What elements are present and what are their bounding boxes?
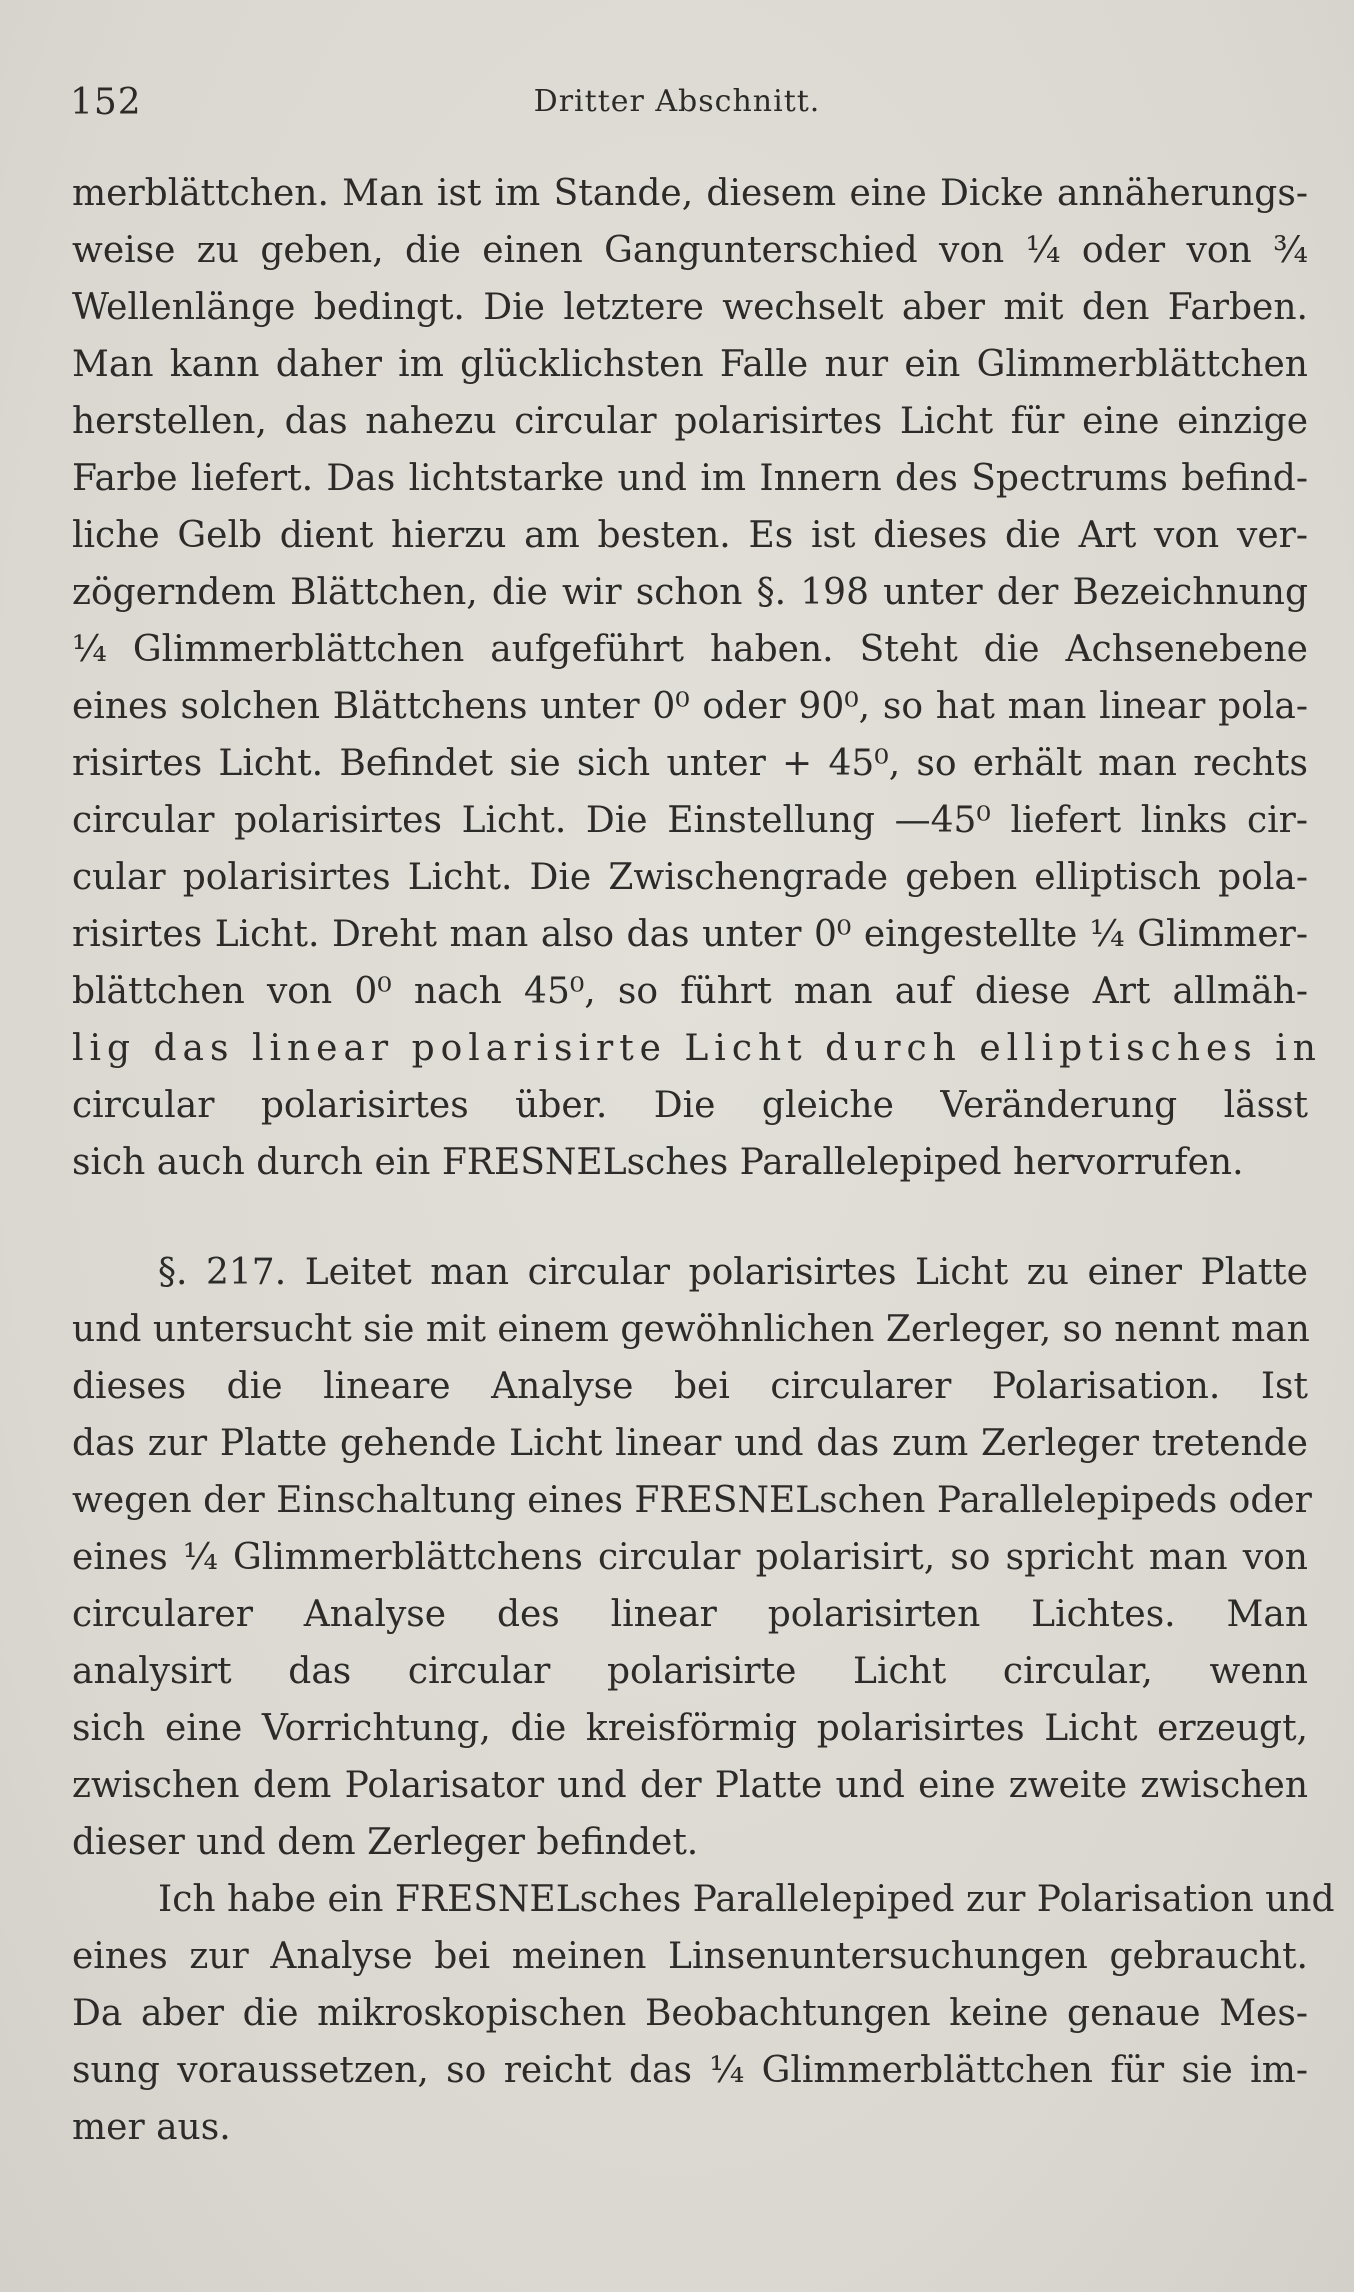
text-line: liche Gelb dient hierzu am besten. Es ist dieses die Art von ver- xyxy=(72,515,1308,556)
text-line: circular polarisirtes über. Die gleiche Veränderung lässt xyxy=(72,1085,1308,1126)
text-line: sich auch durch ein FRESNELsches Parallelepiped hervorrufen. xyxy=(72,1142,1244,1183)
text-line: analysirt das circular polarisirte Licht circular, wenn xyxy=(72,1651,1308,1692)
text-line: circular polarisirtes Licht. Die Einstellung —45⁰ liefert links cir- xyxy=(72,800,1308,841)
text-line: zögerndem Blättchen, die wir schon §. 198 unter der Bezeichnung xyxy=(72,572,1308,613)
body-text xyxy=(72,165,1335,2156)
text-line: Farbe liefert. Das lichtstarke und im Innern des Spectrums befind- xyxy=(72,458,1308,499)
paragraph-gap xyxy=(72,1191,1308,1244)
text-line: §. 217. Leitet man circular polarisirtes Licht zu einer Platte xyxy=(158,1252,1308,1293)
text-line: sung voraussetzen, so reicht das ¼ Glimmerblättchen für sie im- xyxy=(72,2050,1308,2091)
text-line: Ich habe ein FRESNELsches Parallelepiped zur Polarisation und xyxy=(158,1879,1335,1920)
text-line: eines ¼ Glimmerblättchens circular polarisirt, so spricht man von xyxy=(72,1537,1308,1578)
text-line: mer aus. xyxy=(72,2107,231,2148)
page-header xyxy=(0,82,1354,142)
text-line: wegen der Einschaltung eines FRESNELschen Parallelepipeds oder xyxy=(72,1480,1312,1521)
text-line: dieser und dem Zerleger befindet. xyxy=(72,1822,699,1863)
text-line: risirtes Licht. Befindet sie sich unter + 45⁰, so erhält man rechts xyxy=(72,743,1308,784)
text-line: zwischen dem Polarisator und der Platte und eine zweite zwischen xyxy=(72,1765,1308,1806)
text-line: weise zu geben, die einen Gangunterschied von ¼ oder von ¾ xyxy=(72,230,1308,271)
text-line: lig das linear polarisirte Licht durch elliptisches in xyxy=(72,1028,1322,1069)
text-line: merblättchen. Man ist im Stande, diesem eine Dicke annäherungs- xyxy=(72,173,1308,214)
text-line: Man kann daher im glücklichsten Falle nur ein Glimmerblättchen xyxy=(72,344,1308,385)
text-line: eines solchen Blättchens unter 0⁰ oder 90⁰, so hat man linear pola- xyxy=(72,686,1308,727)
paragraph-3 xyxy=(72,1871,1335,2156)
text-line: Da aber die mikroskopischen Beobachtungen keine genaue Mes- xyxy=(72,1993,1308,2034)
paragraph-1 xyxy=(72,165,1322,1191)
running-title: Dritter Abschnitt. xyxy=(533,84,821,119)
text-line: ¼ Glimmerblättchen aufgeführt haben. Steht die Achsenebene xyxy=(72,629,1308,670)
text-line: das zur Platte gehende Licht linear und das zum Zerleger tretende xyxy=(72,1423,1308,1464)
paragraph-2 xyxy=(72,1244,1312,1871)
page-number: 152 xyxy=(70,82,142,123)
text-line: circularer Analyse des linear polarisirten Lichtes. Man xyxy=(72,1594,1308,1635)
text-line: eines zur Analyse bei meinen Linsenuntersuchungen gebraucht. xyxy=(72,1936,1308,1977)
text-line: und untersucht sie mit einem gewöhnlichen Zerleger, so nennt man xyxy=(72,1309,1310,1350)
text-line: Wellenlänge bedingt. Die letztere wechselt aber mit den Farben. xyxy=(72,287,1308,328)
text-line: risirtes Licht. Dreht man also das unter 0⁰ eingestellte ¼ Glimmer- xyxy=(72,914,1308,955)
text-line: sich eine Vorrichtung, die kreisförmig polarisirtes Licht erzeugt, xyxy=(72,1708,1308,1749)
text-line: herstellen, das nahezu circular polarisirtes Licht für eine einzige xyxy=(72,401,1308,442)
text-line: blättchen von 0⁰ nach 45⁰, so führt man auf diese Art allmäh- xyxy=(72,971,1308,1012)
text-line: dieses die lineare Analyse bei circularer Polarisation. Ist xyxy=(72,1366,1308,1407)
text-line: cular polarisirtes Licht. Die Zwischengrade geben elliptisch pola- xyxy=(72,857,1308,898)
